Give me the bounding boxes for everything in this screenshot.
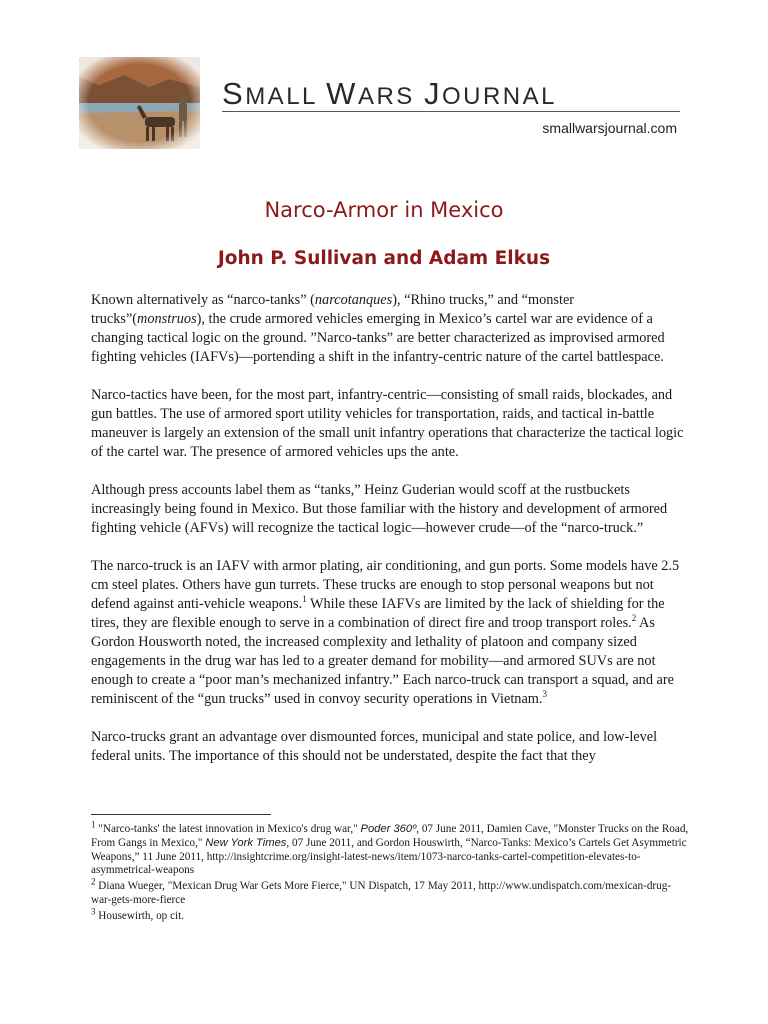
text-run: ), “Rhino trucks,” and “monster trucks”( — [91, 292, 575, 327]
article-body — [91, 291, 691, 785]
text-run: Housewirth, op cit. — [95, 909, 185, 922]
footnote-divider — [91, 814, 271, 815]
journal-logo-photo — [79, 57, 200, 149]
masthead-part-mall: MALL — [245, 83, 327, 110]
footnote-ref-3[interactable]: 3 — [542, 689, 547, 700]
paragraph-3: Although press accounts label them as “tanks,” Heinz Guderian would scoff at the rustbuckets increasingly being found in Mexico. But those familiar with the history and development of armored fighting vehicle (AFVs) will recognize the tactical logic—however crude—of the “narco-truck.” — [91, 482, 668, 536]
text-run: , 07 June 2011, Damien Cave, "Monster Trucks on the Road, From Gangs in Mexico," — [91, 823, 689, 849]
text-run: , 07 June 2011, and Gordon Houswirth, “Narco-Tanks: Mexico’s Cartels Get Asymmetric Weapons,” 11 June 2011, http://insightcrime.org/insight-latest-news/item/1073-narco-tanks-cartel-competition-elevates-to-asymmetrical-weapons — [91, 836, 687, 877]
footnote-1 — [91, 819, 691, 878]
text-run: Diana Wueger, "Mexican Drug War Gets More Fierce," UN Dispatch, 17 May 2011, http://www.undispatch.com/mexican-drug-war-gets-more-fierce — [91, 880, 672, 906]
paragraph-1 — [91, 291, 691, 367]
text-run: Known alternatively as “narco-tanks” ( — [91, 292, 315, 308]
text-run: The narco-truck is an IAFV with armor plating, air conditioning, and gun ports. Some models have 2.5 cm steel plates. Others have gun turrets. These trucks are enough to stop personal weapons but not defend against anti-vehicle weapons. — [91, 558, 680, 612]
footnote-2 — [91, 876, 691, 908]
text-run: While these IAFVs are limited by the lack of shielding for the tires, they are flexible enough to serve in a combination of direct fire and troop transport roles. — [91, 596, 665, 631]
paragraph-4 — [91, 557, 691, 709]
publication-name: Poder 360º — [360, 823, 417, 835]
article-title: Narco-Armor in Mexico — [264, 198, 504, 222]
italic-term: monstruos — [137, 311, 197, 327]
footnote-number: 2 — [91, 876, 96, 887]
footnote-ref-2[interactable]: 2 — [631, 613, 637, 624]
footnote-3 — [91, 906, 691, 924]
masthead-part-ournal: OURNAL — [441, 83, 557, 110]
paragraph-2: Narco-tactics have been, for the most part, infantry-centric—consisting of small raids, blockades, and gun battles. The use of armored sport utility vehicles for transportation, raids, and tactical in-battle maneuver is largely an extension of the small unit infantry operations that characterize the tactical logic of the cartel war. The presence of armored vehicles ups the ante. — [91, 387, 684, 460]
publication-name: New York Times — [205, 836, 287, 849]
journal-masthead — [222, 76, 557, 112]
footnote-number: 3 — [91, 906, 96, 917]
text-run: ), the crude armored vehicles emerging in Mexico’s cartel war are evidence of a changing tactical logic on the ground. ”Narco-tanks” are better characterized as improvised armored fighting vehicles (IAFVs)—portending a shift in the infantry-centric nature of the cartel battlespace. — [91, 311, 665, 365]
text-run: As Gordon Housworth noted, the increased complexity and lethality of platoon and company sized engagements in the drug war has led to a greater demand for mobility—and armored SUVs are not enough to create a “poor man’s mechanized infantry.” Each narco-truck can transport a squad, and are reminiscent of the “gun trucks” used in convoy security operations in Vietnam. — [91, 615, 674, 707]
masthead-initial-j: J — [423, 76, 442, 111]
footnote-ref-1[interactable]: 1 — [302, 594, 307, 605]
text-run: "Narco-tanks' the latest innovation in Mexico's drug war," — [95, 823, 361, 835]
italic-term: narcotanques — [314, 292, 393, 308]
paragraph-5: Narco-trucks grant an advantage over dismounted forces, municipal and state police, and low-level federal units. The importance of this should not be understated, despite the fact that they — [91, 729, 658, 764]
footnotes — [91, 819, 691, 926]
site-url: smallwarsjournal.com — [542, 120, 677, 136]
masthead-initial-s: S — [222, 76, 246, 111]
footnote-number: 1 — [91, 819, 96, 830]
masthead-part-ars: ARS — [357, 83, 424, 110]
masthead-divider — [222, 111, 680, 112]
article-authors: John P. Sullivan and Adam Elkus — [217, 248, 551, 269]
masthead-initial-w: W — [326, 76, 358, 111]
